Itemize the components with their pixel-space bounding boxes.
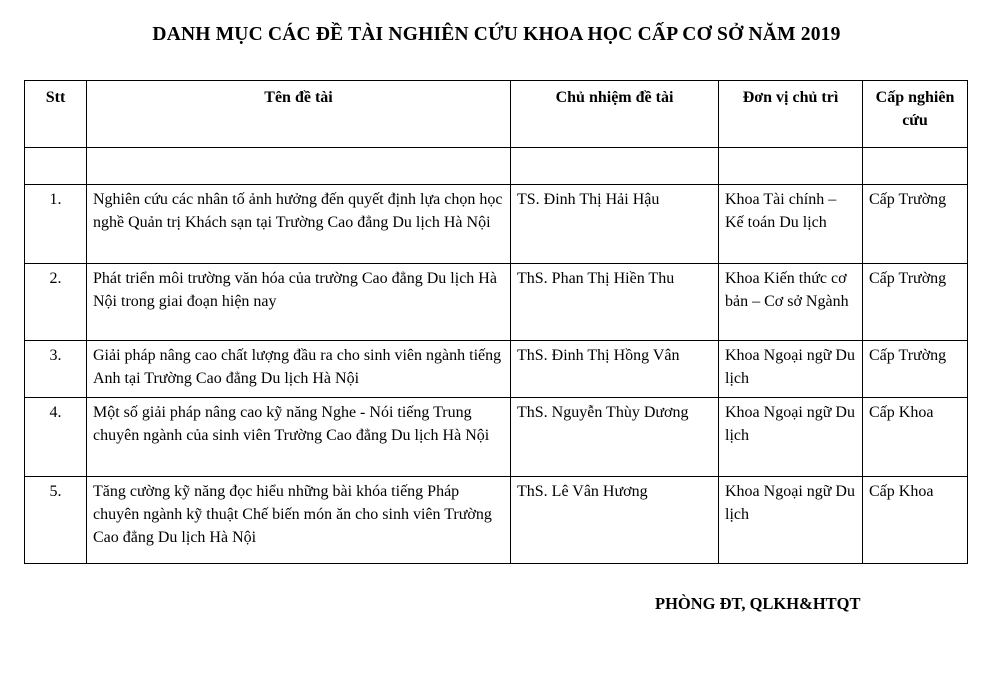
row-stt: 3. — [25, 341, 87, 398]
row-cap: Cấp Trường — [863, 264, 968, 341]
row-cap: Cấp Khoa — [863, 398, 968, 477]
row-stt: 2. — [25, 264, 87, 341]
table-row — [25, 341, 968, 398]
table-row — [25, 477, 968, 564]
col-header-cap: Cấp nghiên cứu — [863, 81, 968, 148]
row-ten-de-tai: Nghiên cứu các nhân tố ảnh hưởng đến quyết định lựa chọn học nghề Quản trị Khách sạn tại Trường Cao đẳng Du lịch Hà Nội — [87, 185, 511, 264]
row-cap: Cấp Trường — [863, 341, 968, 398]
table-row — [25, 264, 968, 341]
header-row — [25, 81, 968, 148]
row-cap: Cấp Trường — [863, 185, 968, 264]
row-chu-nhiem: ThS. Đinh Thị Hồng Vân — [511, 341, 719, 398]
col-header-ten-de-tai: Tên đề tài — [87, 81, 511, 148]
footer-signature: PHÒNG ĐT, QLKH&HTQT — [655, 594, 861, 613]
row-don-vi: Khoa Ngoại ngữ Du lịch — [719, 341, 863, 398]
row-chu-nhiem: TS. Đinh Thị Hải Hậu — [511, 185, 719, 264]
projects-table — [24, 80, 968, 564]
row-ten-de-tai: Tăng cường kỹ năng đọc hiểu những bài khóa tiếng Pháp chuyên ngành kỹ thuật Chế biến món ăn cho sinh viên Trường Cao đẳng Du lịch Hà Nội — [87, 477, 511, 564]
spacer-cell — [25, 148, 87, 185]
table-row — [25, 185, 968, 264]
row-chu-nhiem: ThS. Phan Thị Hiền Thu — [511, 264, 719, 341]
row-stt: 4. — [25, 398, 87, 477]
page-title: DANH MỤC CÁC ĐỀ TÀI NGHIÊN CỨU KHOA HỌC CẤP CƠ SỞ NĂM 2019 — [152, 24, 841, 45]
row-cap: Cấp Khoa — [863, 477, 968, 564]
spacer-cell — [863, 148, 968, 185]
row-don-vi: Khoa Tài chính – Kế toán Du lịch — [719, 185, 863, 264]
row-ten-de-tai: Giải pháp nâng cao chất lượng đầu ra cho sinh viên ngành tiếng Anh tại Trường Cao đẳng Du lịch Hà Nội — [87, 341, 511, 398]
spacer-cell — [87, 148, 511, 185]
row-don-vi: Khoa Ngoại ngữ Du lịch — [719, 398, 863, 477]
spacer-cell — [511, 148, 719, 185]
row-ten-de-tai: Một số giải pháp nâng cao kỹ năng Nghe - Nói tiếng Trung chuyên ngành của sinh viên Trường Cao đẳng Du lịch Hà Nội — [87, 398, 511, 477]
col-header-stt: Stt — [25, 81, 87, 148]
row-don-vi: Khoa Ngoại ngữ Du lịch — [719, 477, 863, 564]
row-stt: 1. — [25, 185, 87, 264]
row-chu-nhiem: ThS. Nguyễn Thùy Dương — [511, 398, 719, 477]
spacer-row — [25, 148, 968, 185]
row-ten-de-tai: Phát triển môi trường văn hóa của trường Cao đẳng Du lịch Hà Nội trong giai đoạn hiện nay — [87, 264, 511, 341]
row-stt: 5. — [25, 477, 87, 564]
spacer-cell — [719, 148, 863, 185]
row-chu-nhiem: ThS. Lê Vân Hương — [511, 477, 719, 564]
col-header-don-vi: Đơn vị chủ trì — [719, 81, 863, 148]
table-row — [25, 398, 968, 477]
row-don-vi: Khoa Kiến thức cơ bản – Cơ sở Ngành — [719, 264, 863, 341]
col-header-chu-nhiem: Chủ nhiệm đề tài — [511, 81, 719, 148]
